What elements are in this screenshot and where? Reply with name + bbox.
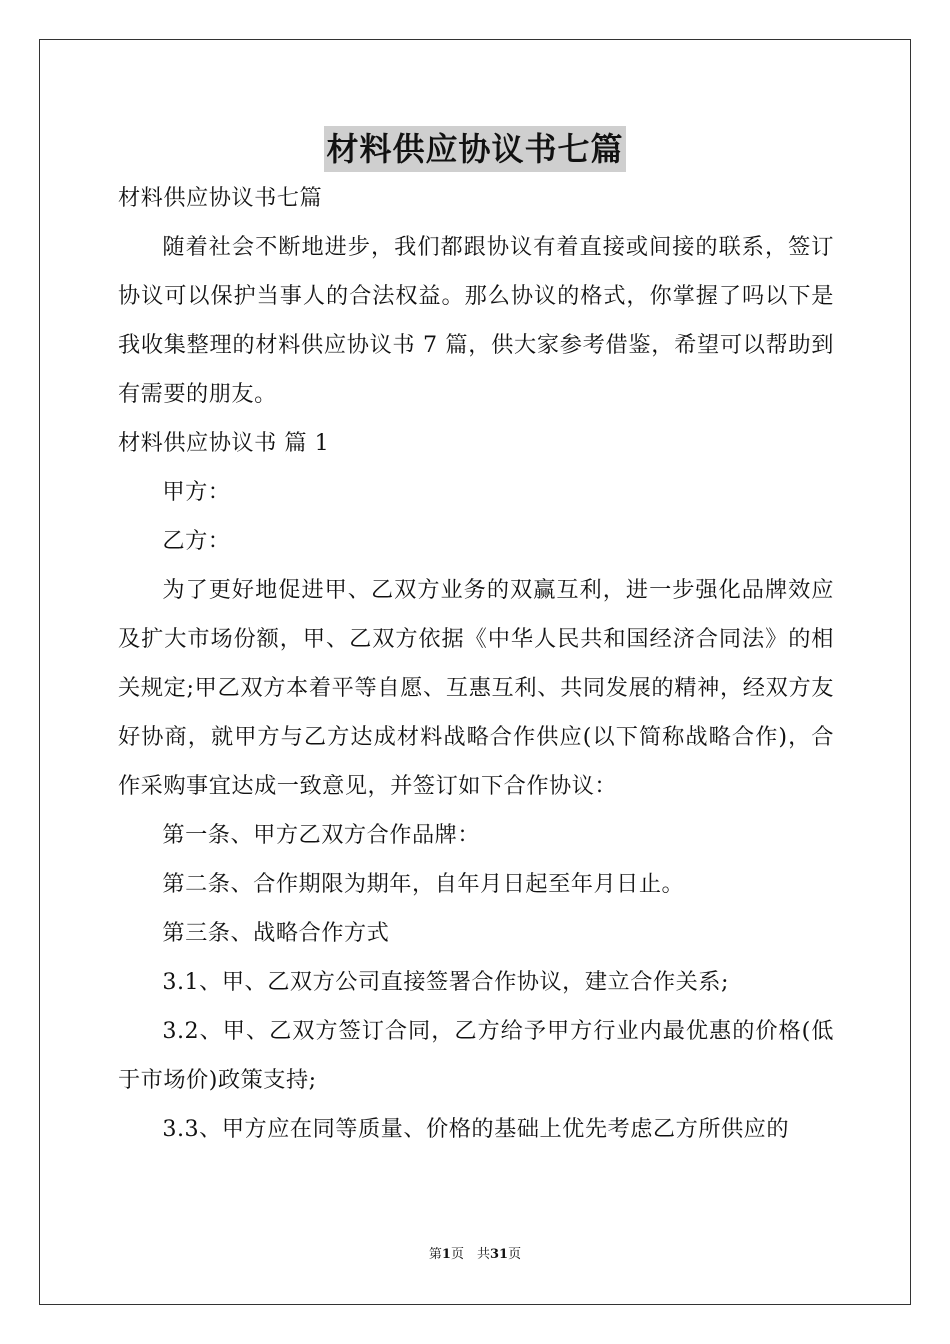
- article-1: 第一条、甲方乙双方合作品牌：: [162, 822, 481, 848]
- clause-3-1: 3.1、甲、乙双方公司直接签署合作协议，建立合作关系;: [162, 969, 729, 995]
- page-footer: [0, 1245, 950, 1265]
- preamble-paragraph: 为了更好地促进甲、乙双方业务的双赢互利，进一步强化品牌效应及扩大市场份额，甲、乙双方依据《中华人民共和国经济合同法》的相关规定;甲乙双方本着平等自愿、互惠互利、共同发展的精神，经双方友好协商，就甲方与乙方达成材料战略合作供应(以下简称战略合作)，合作采购事宜达成一致意见，并签订如下合作协议：: [118, 577, 834, 799]
- document-body: [118, 174, 834, 1154]
- current-page-number: 1: [441, 1247, 451, 1262]
- intro-paragraph: 随着社会不断地进步，我们都跟协议有着直接或间接的联系，签订协议可以保护当事人的合法权益。那么协议的格式，你掌握了吗以下是我收集整理的材料供应协议书 7 篇，供大家参考借鉴，希望可以帮助到有需要的朋友。: [118, 234, 834, 407]
- subtitle-line: 材料供应协议书七篇: [118, 185, 323, 211]
- clause-3-2: 3.2、甲、乙双方签订合同，乙方给予甲方行业内最优惠的价格(低于市场价)政策支持;: [118, 1018, 834, 1093]
- total-page-number: 31: [489, 1247, 509, 1262]
- clause-3-3: 3.3、甲方应在同等质量、价格的基础上优先考虑乙方所供应的: [162, 1116, 790, 1142]
- footer-mid: 页 共: [450, 1247, 490, 1262]
- footer-prefix: 第: [428, 1247, 442, 1262]
- party-a-line: 甲方：: [162, 479, 231, 505]
- document-title: 材料供应协议书七篇: [324, 126, 625, 172]
- section-heading: 材料供应协议书 篇 1: [118, 430, 330, 456]
- party-b-line: 乙方：: [162, 528, 231, 554]
- article-2: 第二条、合作期限为期年，自年月日起至年月日止。: [162, 871, 685, 897]
- article-3: 第三条、战略合作方式: [162, 920, 390, 946]
- title-area: [0, 126, 950, 172]
- footer-suffix: 页: [508, 1247, 522, 1262]
